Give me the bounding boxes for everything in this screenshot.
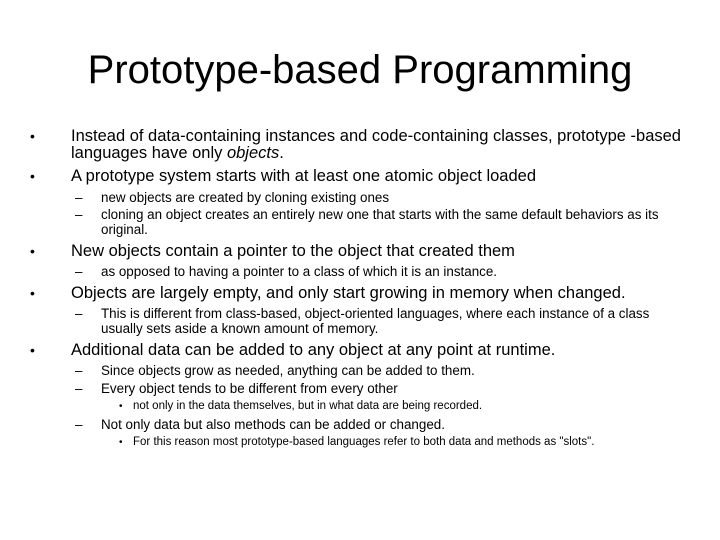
bullet-text: not only in the data themselves, but in what data are being recorded. [133,400,483,412]
bullet-tail: . [279,144,284,162]
bullet-text: Instead of data-containing instances and code-containing classes, prototype -based languages have only [71,127,681,162]
bullet-level2 [75,264,669,279]
bullet-level1 [30,167,689,185]
bullet-marker: • [30,168,35,184]
bullet-text: Additional data can be added to any object at any point at runtime. [71,341,556,359]
bullet-text: Not only data but also methods can be added or changed. [101,417,445,432]
bullet-text: New objects contain a pointer to the object that created them [71,242,515,260]
bullet-text: Objects are largely empty, and only start growing in memory when changed. [71,284,626,302]
bullet-text: Every object tends to be different from every other [101,381,398,396]
bullet-marker: – [75,417,83,432]
bullet-text: Since objects grow as needed, anything can be added to them. [101,363,475,378]
slide-title: Prototype-based Programming [87,48,633,92]
bullet-marker: • [119,437,123,448]
bullet-text: This is different from class-based, object-oriented languages, where each instance of a class usually sets aside a known amount of memory. [101,306,650,336]
bullet-marker: – [75,190,83,205]
bullet-level1 [30,341,689,359]
bullet-level2 [75,190,669,205]
bullet-marker: • [30,243,35,259]
bullet-level2 [75,306,669,336]
bullet-text: A prototype system starts with at least one atomic object loaded [71,167,536,185]
bullet-level3 [119,436,673,449]
bullet-level1 [30,284,689,302]
bullet-text: For this reason most prototype-based languages refer to both data and methods as "slots". [133,436,595,448]
bullet-level2 [75,417,669,432]
bullet-text: cloning an object creates an entirely new one that starts with the same default behaviors as its original. [101,207,659,237]
bullet-level2 [75,381,669,396]
bullet-level2 [75,363,669,378]
bullet-marker: – [75,363,83,378]
bullet-emphasis: objects [226,144,280,162]
bullet-marker: • [30,342,35,358]
bullet-marker: – [75,381,83,396]
bullet-marker: – [75,306,83,321]
bullet-marker: • [30,285,35,301]
bullet-marker: • [30,128,35,144]
bullet-level1 [30,127,689,162]
bullet-text: as opposed to having a pointer to a class of which it is an instance. [101,264,498,279]
bullet-level3 [119,400,673,413]
bullet-level1 [30,242,689,260]
bullet-marker: – [75,264,83,279]
bullet-level2 [75,207,669,237]
bullet-marker: • [119,401,123,412]
bullet-text: new objects are created by cloning existing ones [101,190,390,205]
bullet-marker: – [75,207,83,222]
